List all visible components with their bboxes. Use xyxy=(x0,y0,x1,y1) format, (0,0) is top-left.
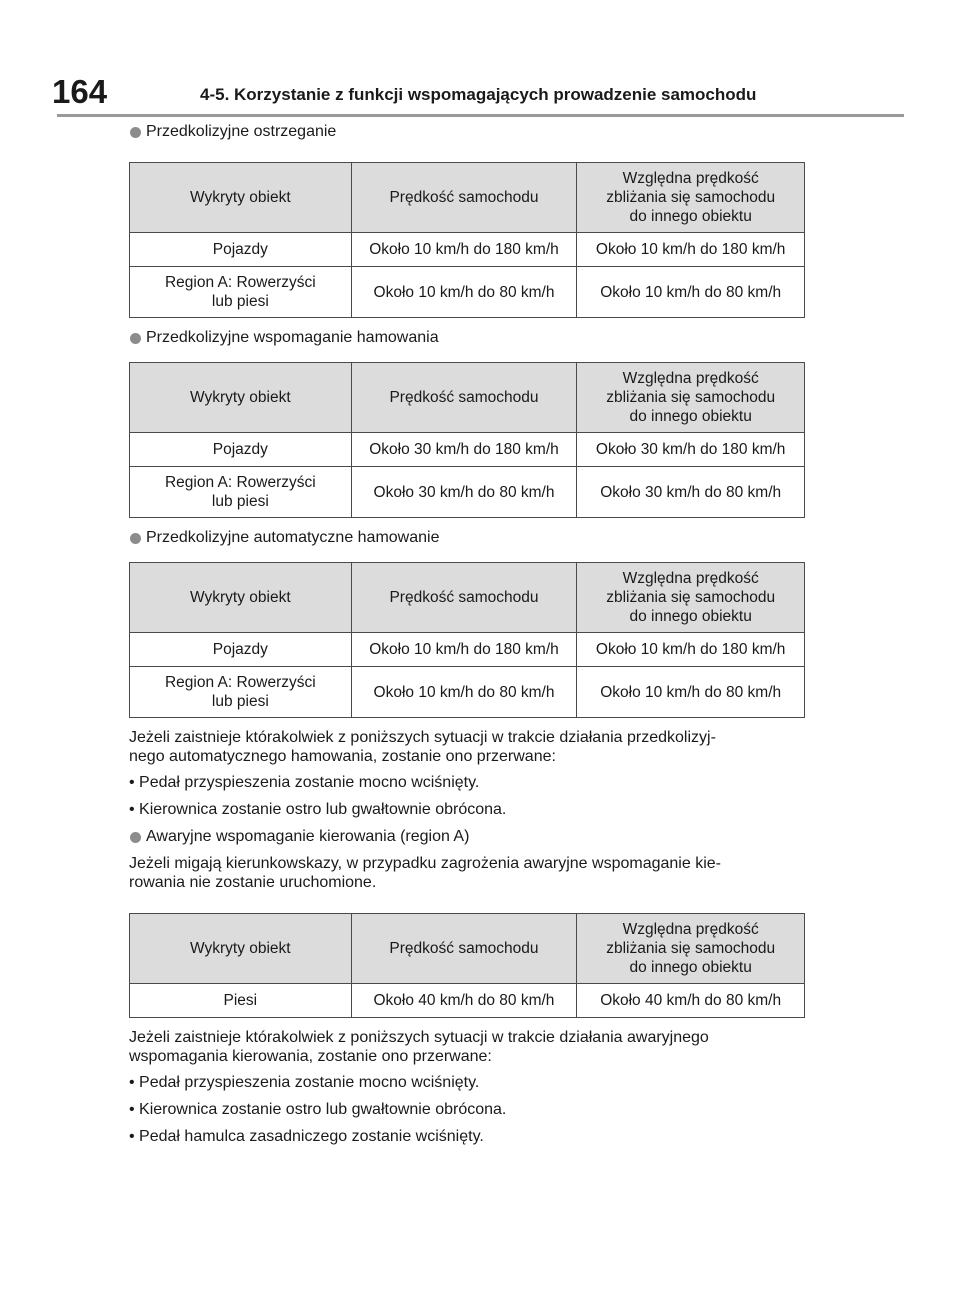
cell-relative-speed: Około 30 km/h do 80 km/h xyxy=(577,467,805,518)
heading-text: Przedkolizyjne ostrzeganie xyxy=(146,123,337,140)
list-item: • Pedał przyspieszenia zostanie mocno wciśnięty. xyxy=(129,1074,480,1091)
section-title: 4-5. Korzystanie z funkcji wspomagających prowadzenie samochodu xyxy=(200,85,757,104)
header-cell-relative-speed xyxy=(577,163,805,233)
cell-object xyxy=(130,467,352,518)
table-row xyxy=(130,233,805,267)
table-header-row xyxy=(130,914,805,984)
heading-text: Awaryjne wspomaganie kierowania (region A) xyxy=(146,828,470,845)
bullet-dot-icon xyxy=(130,127,141,138)
header-cell-object: Wykryty obiekt xyxy=(130,163,352,233)
heading-text: Przedkolizyjne automatyczne hamowanie xyxy=(146,529,440,546)
cell-text: Region A: Rowerzyści xyxy=(164,274,316,291)
list-item: • Kierownica zostanie ostro lub gwałtownie obrócona. xyxy=(129,1101,507,1118)
table-row xyxy=(130,633,805,667)
header-text: do innego obiektu xyxy=(629,959,752,976)
header-cell-object: Wykryty obiekt xyxy=(130,914,352,984)
cell-relative-speed: Około 10 km/h do 80 km/h xyxy=(577,667,805,718)
header-cell-speed: Prędkość samochodu xyxy=(351,363,577,433)
table-row xyxy=(130,267,805,318)
header-cell-relative-speed xyxy=(577,363,805,433)
cell-speed: Około 10 km/h do 180 km/h xyxy=(351,233,577,267)
table-row xyxy=(130,467,805,518)
cell-relative-speed: Około 10 km/h do 180 km/h xyxy=(577,633,805,667)
cell-text: Region A: Rowerzyści xyxy=(164,674,316,691)
cell-object: Pojazdy xyxy=(130,433,352,467)
cell-speed: Około 30 km/h do 80 km/h xyxy=(351,467,577,518)
bullet-dot-icon xyxy=(130,832,141,843)
section-heading xyxy=(129,328,805,348)
header-cell-speed: Prędkość samochodu xyxy=(351,914,577,984)
header-text: Względna prędkość xyxy=(622,170,759,187)
section-heading xyxy=(129,122,805,142)
list-item: • Pedał przyspieszenia zostanie mocno wciśnięty. xyxy=(129,774,480,791)
bullet-dot-icon xyxy=(130,333,141,344)
cell-speed: Około 30 km/h do 180 km/h xyxy=(351,433,577,467)
table-header-row xyxy=(130,163,805,233)
cell-text: Region A: Rowerzyści xyxy=(164,474,316,491)
list-item: • Pedał hamulca zasadniczego zostanie wciśnięty. xyxy=(129,1128,484,1145)
cell-text: lub piesi xyxy=(211,693,269,710)
cell-speed: Około 40 km/h do 80 km/h xyxy=(351,984,577,1018)
section-heading xyxy=(129,528,805,548)
cell-speed: Około 10 km/h do 180 km/h xyxy=(351,633,577,667)
header-cell-relative-speed xyxy=(577,914,805,984)
cell-object xyxy=(130,267,352,318)
paragraph-line: Jeżeli zaistnieje którakolwiek z poniższych sytuacji w trakcie działania awaryjnego xyxy=(129,1029,709,1046)
paragraph-line: wspomagania kierowania, zostanie ono przerwane: xyxy=(129,1048,492,1065)
header-text: do innego obiektu xyxy=(629,608,752,625)
paragraph xyxy=(129,854,805,892)
section-heading xyxy=(129,827,805,847)
paragraph-line: Jeżeli zaistnieje którakolwiek z poniższych sytuacji w trakcie działania przedkolizyj- xyxy=(129,729,716,746)
table-row xyxy=(130,433,805,467)
header-text: zbliżania się samochodu xyxy=(606,589,776,606)
cell-object xyxy=(130,667,352,718)
header-text: Względna prędkość xyxy=(622,570,759,587)
table-header-row xyxy=(130,363,805,433)
spec-table xyxy=(129,913,805,1018)
cell-relative-speed: Około 40 km/h do 80 km/h xyxy=(577,984,805,1018)
heading-text: Przedkolizyjne wspomaganie hamowania xyxy=(146,329,439,346)
header-cell-speed: Prędkość samochodu xyxy=(351,563,577,633)
spec-table xyxy=(129,362,805,518)
header-text: do innego obiektu xyxy=(629,208,752,225)
cell-speed: Około 10 km/h do 80 km/h xyxy=(351,667,577,718)
header-rule xyxy=(57,114,904,117)
cell-speed: Około 10 km/h do 80 km/h xyxy=(351,267,577,318)
paragraph xyxy=(129,1028,805,1066)
header-cell-object: Wykryty obiekt xyxy=(130,363,352,433)
paragraph xyxy=(129,728,805,766)
table-header-row xyxy=(130,563,805,633)
header-cell-object: Wykryty obiekt xyxy=(130,563,352,633)
cell-object: Pojazdy xyxy=(130,633,352,667)
header-text: zbliżania się samochodu xyxy=(606,189,776,206)
header-text: zbliżania się samochodu xyxy=(606,389,776,406)
cell-relative-speed: Około 10 km/h do 80 km/h xyxy=(577,267,805,318)
paragraph-line: rowania nie zostanie uruchomione. xyxy=(129,874,377,891)
list-item: • Kierownica zostanie ostro lub gwałtownie obrócona. xyxy=(129,801,507,818)
cell-object: Piesi xyxy=(130,984,352,1018)
cell-text: lub piesi xyxy=(211,493,269,510)
spec-table xyxy=(129,162,805,318)
bullet-dot-icon xyxy=(130,533,141,544)
header-text: Względna prędkość xyxy=(622,370,759,387)
table-row xyxy=(130,667,805,718)
page-number: 164 xyxy=(52,73,108,110)
spec-table xyxy=(129,562,805,718)
cell-object: Pojazdy xyxy=(130,233,352,267)
cell-relative-speed: Około 10 km/h do 180 km/h xyxy=(577,233,805,267)
cell-relative-speed: Około 30 km/h do 180 km/h xyxy=(577,433,805,467)
header-text: zbliżania się samochodu xyxy=(606,940,776,957)
cell-text: lub piesi xyxy=(211,293,269,310)
header-text: do innego obiektu xyxy=(629,408,752,425)
header-cell-relative-speed xyxy=(577,563,805,633)
header-text: Względna prędkość xyxy=(622,921,759,938)
header-cell-speed: Prędkość samochodu xyxy=(351,163,577,233)
page-content xyxy=(129,122,805,1147)
paragraph-line: nego automatycznego hamowania, zostanie ono przerwane: xyxy=(129,748,556,765)
paragraph-line: Jeżeli migają kierunkowskazy, w przypadku zagrożenia awaryjne wspomaganie kie- xyxy=(129,855,721,872)
table-row xyxy=(130,984,805,1018)
